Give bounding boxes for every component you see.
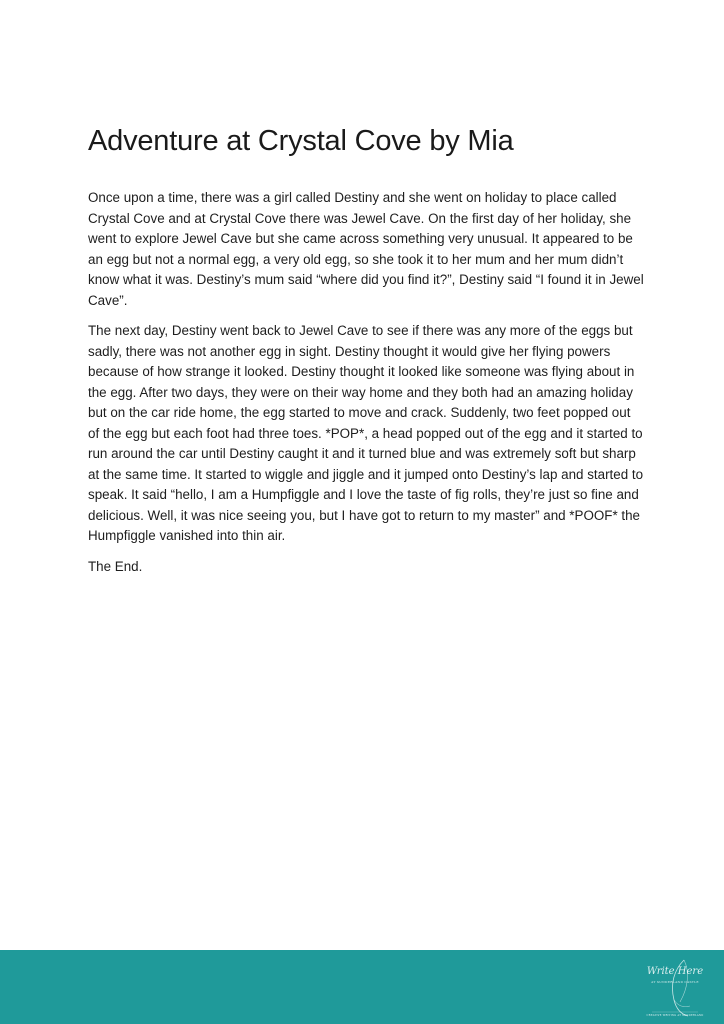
document-body [88, 122, 644, 587]
write-here-logo [644, 956, 706, 1020]
footer-band [0, 950, 724, 1024]
story-paragraph-2: The next day, Destiny went back to Jewel Cave to see if there was any more of the eggs but sadly, there was not another egg in sight. Destiny thought it would give her flying powers because of how strange it looked. Destiny thought it looked like someone was flying about in the egg. After two days, they were on their way home and they both had an amazing holiday but on the car ride home, the egg started to move and crack. Suddenly, two feet popped out of the egg but each foot had three toes. *POP*, a head popped out of the egg and it started to run around the car until Destiny caught it and it turned blue and was extremely soft but sharp at the same time. It started to wiggle and jiggle and it jumped onto Destiny’s lap and started to speak. It said “hello, I am a Humpfiggle and I love the taste of fig rolls, they’re just so fine and delicious. Well, it was nice seeing you, but I have got to return to my master” and *POOF* the Humpfiggle vanished into thin air. [88, 323, 644, 543]
story-ending: The End. [88, 558, 143, 574]
logo-tagline: CREATIVE WRITING AT SUNDERLAND [646, 1014, 704, 1017]
logo-subtitle: AT SUNDERLAND CASTLE [651, 980, 699, 984]
document-title: Adventure at Crystal Cove by Mia [88, 125, 514, 157]
story-paragraph-1: Once upon a time, there was a girl called Destiny and she went on holiday to place called Crystal Cove and at Crystal Cove there was Jewel Cave. On the first day of her holiday, she went to explore Jewel Cave but she came across something very unusual. It appeared to be an egg but not a normal egg, a very old egg, so she took it to her mum and her mum didn’t know what it was. Destiny’s mum said “where did you find it?”, Destiny said “I found it in Jewel Cave”. [88, 190, 644, 308]
logo-script-text: Write Here [646, 966, 704, 977]
